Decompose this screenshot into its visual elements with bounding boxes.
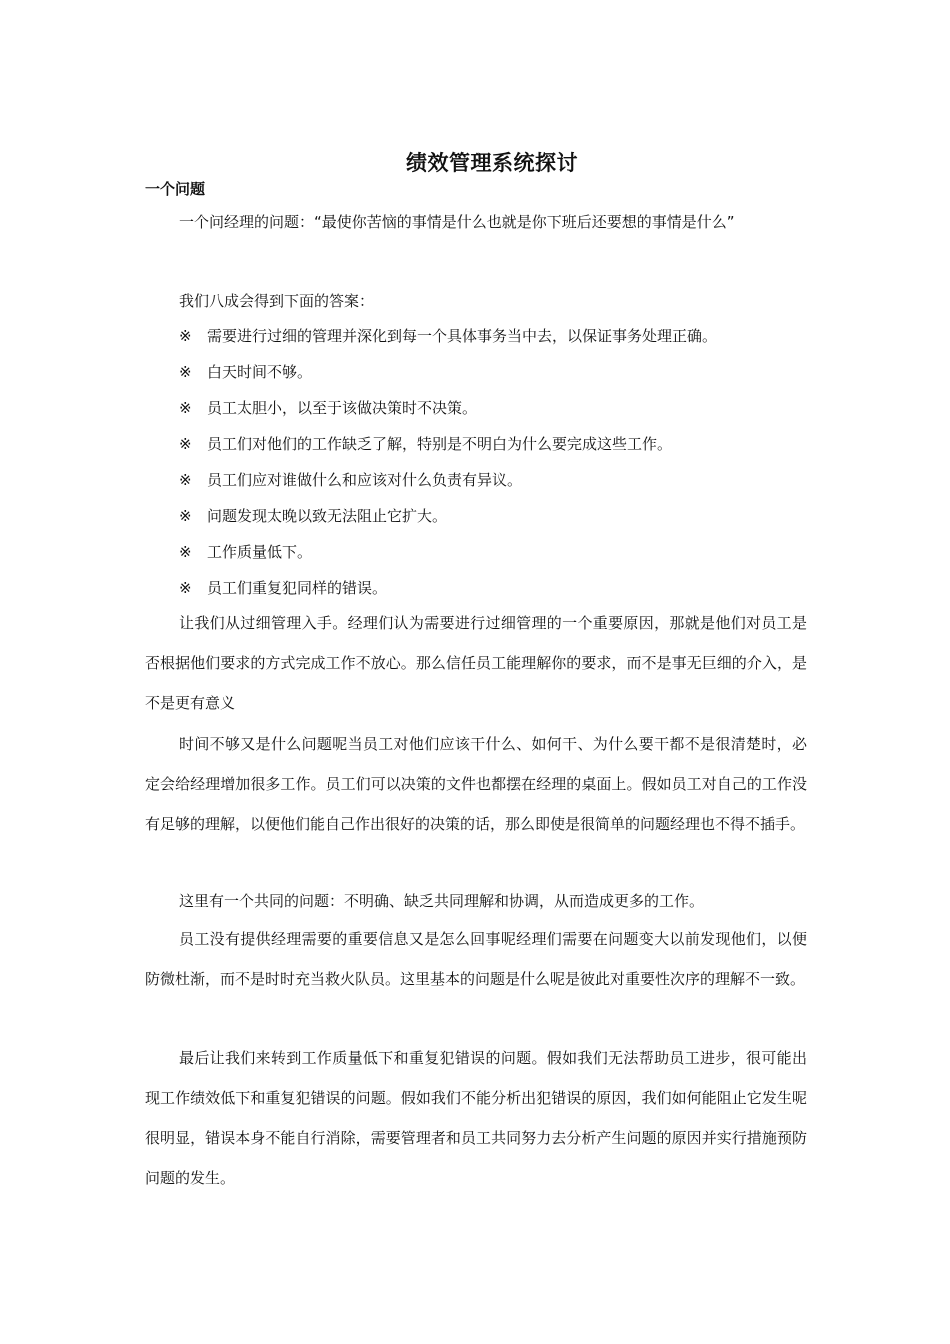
list-item: [179, 398, 477, 418]
list-item-text: 员工们重复犯同样的错误。: [207, 579, 388, 597]
answers-intro-paragraph: 我们八成会得到下面的答案：: [179, 292, 375, 310]
document-title: 绩效管理系统探讨: [406, 151, 578, 175]
body-paragraph: 员工没有提供经理需要的重要信息又是怎么回事呢经理们需要在问题变大以前发现他们，以便防微杜渐，而不是时时充当救火队员。这里基本的问题是什么呢是彼此对重要性次序的理解不一致。: [145, 930, 807, 988]
list-item: [179, 326, 717, 346]
bullet-mark: ※: [179, 435, 192, 453]
bullet-mark: ※: [179, 543, 192, 561]
list-item-text: 员工们应对谁做什么和应该对什么负责有异议。: [207, 471, 523, 489]
list-item-text: 员工太胆小，以至于该做决策时不决策。: [207, 399, 478, 417]
list-item: [179, 542, 312, 562]
list-item: [179, 434, 672, 454]
bullet-mark: ※: [179, 399, 192, 417]
list-item: [179, 578, 387, 598]
list-item: [179, 470, 522, 490]
list-item-text: 白天时间不够。: [207, 363, 313, 381]
list-item: [179, 362, 312, 382]
bullet-mark: ※: [179, 471, 192, 489]
body-paragraph: 最后让我们来转到工作质量低下和重复犯错误的问题。假如我们无法帮助员工进步，很可能出现工作绩效低下和重复犯错误的问题。假如我们不能分析出犯错误的原因，我们如何能阻止它发生呢很明显，错误本身不能自行消除，需要管理者和员工共同努力去分析产生问题的原因并实行措施预防问题的发生。: [145, 1049, 807, 1187]
body-paragraph: 让我们从过细管理入手。经理们认为需要进行过细管理的一个重要原因，那就是他们对员工是否根据他们要求的方式完成工作不放心。那么信任员工能理解你的要求，而不是事无巨细的介入，是不是更有意义: [145, 614, 807, 712]
bullet-mark: ※: [179, 327, 192, 345]
body-paragraph: 这里有一个共同的问题：不明确、缺乏共同理解和协调，从而造成更多的工作。: [179, 892, 705, 910]
list-item-text: 员工们对他们的工作缺乏了解，特别是不明白为什么要完成这些工作。: [207, 435, 673, 453]
bullet-mark: ※: [179, 363, 192, 381]
intro-question-paragraph: 一个问经理的问题：“最使你苦恼的事情是什么也就是你下班后还要想的事情是什么”: [179, 213, 735, 231]
list-item-text: 需要进行过细的管理并深化到每一个具体事务当中去，以保证事务处理正确。: [207, 327, 718, 345]
list-item-text: 工作质量低下。: [207, 543, 313, 561]
bullet-mark: ※: [179, 579, 192, 597]
section-heading: 一个问题: [145, 180, 206, 198]
body-paragraph: 时间不够又是什么问题呢当员工对他们应该干什么、如何干、为什么要干都不是很清楚时，必定会给经理增加很多工作。员工们可以决策的文件也都摆在经理的桌面上。假如员工对自己的工作没有足够的理解，以便他们能自己作出很好的决策的话，那么即使是很简单的问题经理也不得不插手。: [145, 735, 807, 833]
list-item: [179, 506, 447, 526]
bullet-mark: ※: [179, 507, 192, 525]
list-item-text: 问题发现太晚以致无法阻止它扩大。: [207, 507, 448, 525]
